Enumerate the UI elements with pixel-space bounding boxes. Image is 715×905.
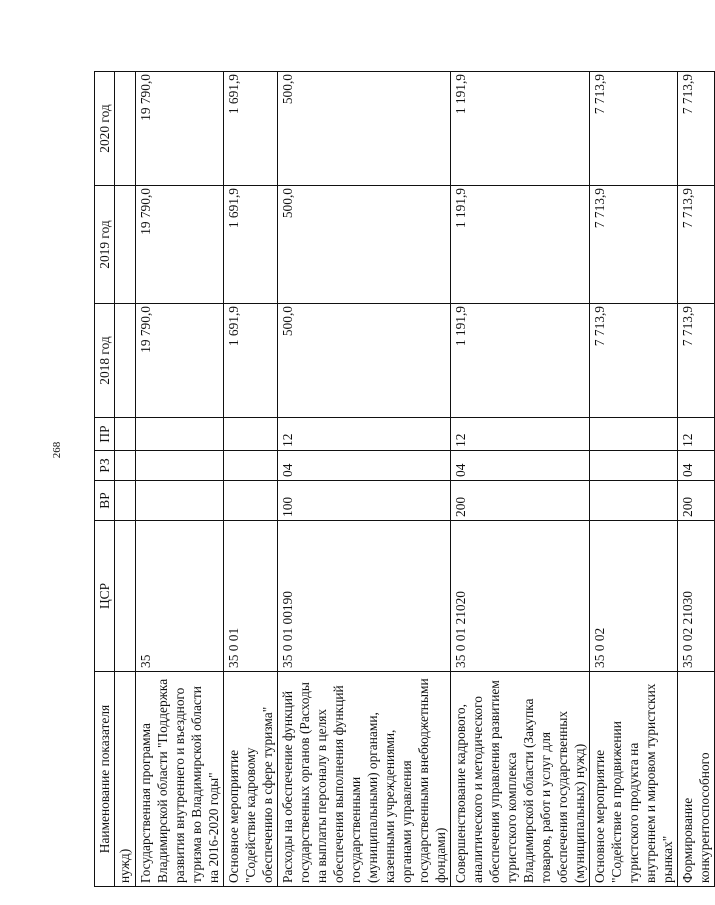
cell-csr: 35 0 02 — [590, 521, 678, 672]
cell-2020: 19 790,0 — [136, 72, 224, 186]
cell-2020: 1 691,9 — [224, 72, 278, 186]
cell-csr — [115, 521, 136, 672]
cell-name: Государственная программа Владимирской области "Поддержка развития внутреннего и въездного туризма во Владимирской области на 2016-2020 годы" — [136, 672, 224, 887]
cell-2018: 1 191,9 — [451, 304, 590, 418]
cell-2019: 7 713,9 — [590, 186, 678, 304]
header-2019: 2019 год — [95, 186, 115, 304]
cell-pr: 12 — [278, 418, 451, 451]
table-row — [590, 72, 678, 887]
cell-pr — [136, 418, 224, 451]
header-name: Наименование показателя — [95, 672, 115, 887]
cell-2019: 7 713,9 — [678, 186, 715, 304]
cell-2020: 7 713,9 — [590, 72, 678, 186]
cell-2018 — [115, 304, 136, 418]
cell-rz — [590, 451, 678, 481]
cell-rz: 04 — [678, 451, 715, 481]
cell-2020: 1 191,9 — [451, 72, 590, 186]
cell-name: нужд) — [115, 672, 136, 887]
cell-rz — [224, 451, 278, 481]
cell-vr — [136, 481, 224, 521]
page-number: 268 — [51, 441, 63, 459]
table-header-row — [95, 72, 115, 887]
table-row — [224, 72, 278, 887]
cell-2020: 7 713,9 — [678, 72, 715, 186]
cell-pr: 12 — [678, 418, 715, 451]
cell-csr: 35 0 01 00190 — [278, 521, 451, 672]
cell-2018: 500,0 — [278, 304, 451, 418]
header-2020: 2020 год — [95, 72, 115, 186]
cell-csr: 35 0 02 21030 — [678, 521, 715, 672]
cell-2019: 19 790,0 — [136, 186, 224, 304]
cell-pr — [224, 418, 278, 451]
cell-vr — [115, 481, 136, 521]
cell-csr: 35 0 01 — [224, 521, 278, 672]
cell-2020: 500,0 — [278, 72, 451, 186]
cell-2018: 1 691,9 — [224, 304, 278, 418]
cell-2018: 7 713,9 — [678, 304, 715, 418]
cell-name: Основное мероприятие "Содействие кадровому обеспечению в сфере туризма" — [224, 672, 278, 887]
cell-2018: 19 790,0 — [136, 304, 224, 418]
table-row — [136, 72, 224, 887]
budget-table — [94, 71, 715, 887]
header-csr: ЦСР — [95, 521, 115, 672]
cell-rz — [136, 451, 224, 481]
cell-rz: 04 — [451, 451, 590, 481]
header-pr: ПР — [95, 418, 115, 451]
cell-pr: 12 — [451, 418, 590, 451]
cell-name: Основное мероприятие "Содействие в продвижении туристского продукта на внутреннем и мировом туристских рынках" — [590, 672, 678, 887]
cell-name: Совершенствование кадрового, аналитического и методического обеспечения управления развитием туристского комплекса Владимирской области (Закупка товаров, работ и услуг для обеспечения государственных (муниципальных) нужд) — [451, 672, 590, 887]
cell-2019: 500,0 — [278, 186, 451, 304]
table-row — [115, 72, 136, 887]
cell-2020 — [115, 72, 136, 186]
cell-csr: 35 — [136, 521, 224, 672]
cell-name: Расходы на обеспечение функций государственных органов (Расходы на выплаты персоналу в целях обеспечения выполнения функций государственными (муниципальными) органами, казенными учреждениями, органами управления государственными внебюджетными фондами) — [278, 672, 451, 887]
header-2018: 2018 год — [95, 304, 115, 418]
cell-2019 — [115, 186, 136, 304]
cell-vr: 100 — [278, 481, 451, 521]
header-vr: ВР — [95, 481, 115, 521]
cell-2019: 1 191,9 — [451, 186, 590, 304]
cell-2019: 1 691,9 — [224, 186, 278, 304]
cell-pr — [590, 418, 678, 451]
cell-name: Формирование конкурентоспособного — [678, 672, 715, 887]
table-row — [278, 72, 451, 887]
budget-table-page — [94, 72, 712, 887]
cell-vr: 200 — [451, 481, 590, 521]
cell-rz — [115, 451, 136, 481]
cell-pr — [115, 418, 136, 451]
cell-2018: 7 713,9 — [590, 304, 678, 418]
cell-vr: 200 — [678, 481, 715, 521]
table-row — [678, 72, 715, 887]
header-rz: РЗ — [95, 451, 115, 481]
cell-csr: 35 0 01 21020 — [451, 521, 590, 672]
table-row — [451, 72, 590, 887]
cell-vr — [590, 481, 678, 521]
cell-rz: 04 — [278, 451, 451, 481]
cell-vr — [224, 481, 278, 521]
